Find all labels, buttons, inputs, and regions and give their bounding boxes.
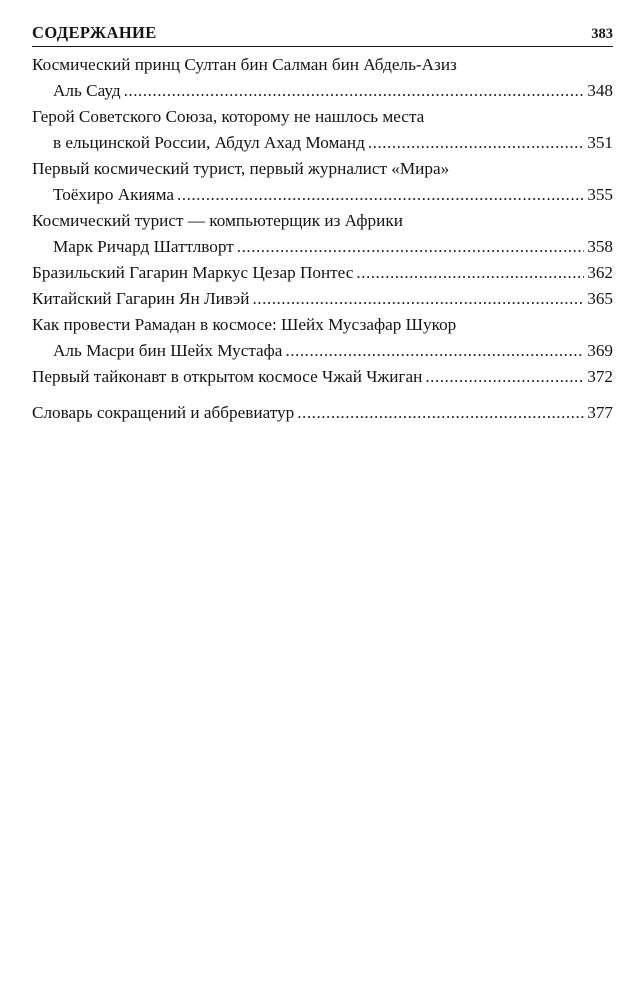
toc-entry-page: 377 — [587, 403, 613, 422]
toc-entry — [32, 104, 613, 156]
toc-entry — [32, 312, 613, 364]
toc-entry-page: 369 — [587, 341, 613, 360]
toc-entry-page: 348 — [587, 81, 613, 100]
toc-entry-title-continued: в ельцинской России, Абдул Ахад Моманд — [53, 133, 365, 152]
toc-entry-page: 351 — [587, 133, 613, 152]
toc-entry-page: 362 — [587, 263, 613, 282]
toc-entry-page: 358 — [587, 237, 613, 256]
toc-entry — [32, 52, 613, 104]
leader-dots — [285, 338, 584, 364]
toc-entry-page: 365 — [587, 289, 613, 308]
leader-dots — [253, 286, 585, 312]
toc-entry-title: Словарь сокращений и аббревиатур — [32, 403, 295, 422]
section-title: СОДЕРЖАНИЕ — [32, 23, 157, 42]
toc-entry-title-continued: Марк Ричард Шаттлворт — [53, 237, 234, 256]
toc-entry — [32, 286, 613, 312]
toc-entry-title: Космический турист — компьютерщик из Африки — [32, 211, 403, 230]
leader-dots — [297, 400, 584, 426]
toc-entry-page: 372 — [587, 367, 613, 386]
toc-entry — [32, 260, 613, 286]
toc-entry — [32, 400, 613, 426]
leader-dots — [177, 182, 584, 208]
leader-dots — [356, 260, 584, 286]
toc-entry-title: Космический принц Султан бин Салман бин Абдель-Азиз — [32, 55, 457, 74]
toc-entry-title: Китайский Гагарин Ян Ливэй — [32, 289, 250, 308]
toc-entry-title: Как провести Рамадан в космосе: Шейх Мусзафар Шукор — [32, 315, 457, 334]
toc-entry-title: Бразильский Гагарин Маркус Цезар Понтес — [32, 263, 354, 282]
leader-dots — [368, 130, 584, 156]
table-of-contents — [32, 52, 613, 426]
toc-entry — [32, 156, 613, 208]
toc-entry-title: Герой Советского Союза, которому не нашлось места — [32, 107, 425, 126]
toc-entry — [32, 364, 613, 390]
toc-entry-title: Первый тайконавт в открытом космосе Чжай Чжиган — [32, 367, 423, 386]
leader-dots — [425, 364, 584, 390]
toc-entry-title-continued: Тоёхиро Акияма — [53, 185, 174, 204]
toc-entry-title-continued: Аль Сауд — [53, 81, 121, 100]
toc-entry-title: Первый космический турист, первый журналист «Мира» — [32, 159, 450, 178]
running-header — [32, 19, 613, 47]
leader-dots — [124, 78, 585, 104]
toc-entry — [32, 208, 613, 260]
toc-entry-title-continued: Аль Масри бин Шейх Мустафа — [53, 341, 283, 360]
toc-entry-page: 355 — [587, 185, 613, 204]
page-number: 383 — [591, 26, 613, 42]
leader-dots — [237, 234, 584, 260]
